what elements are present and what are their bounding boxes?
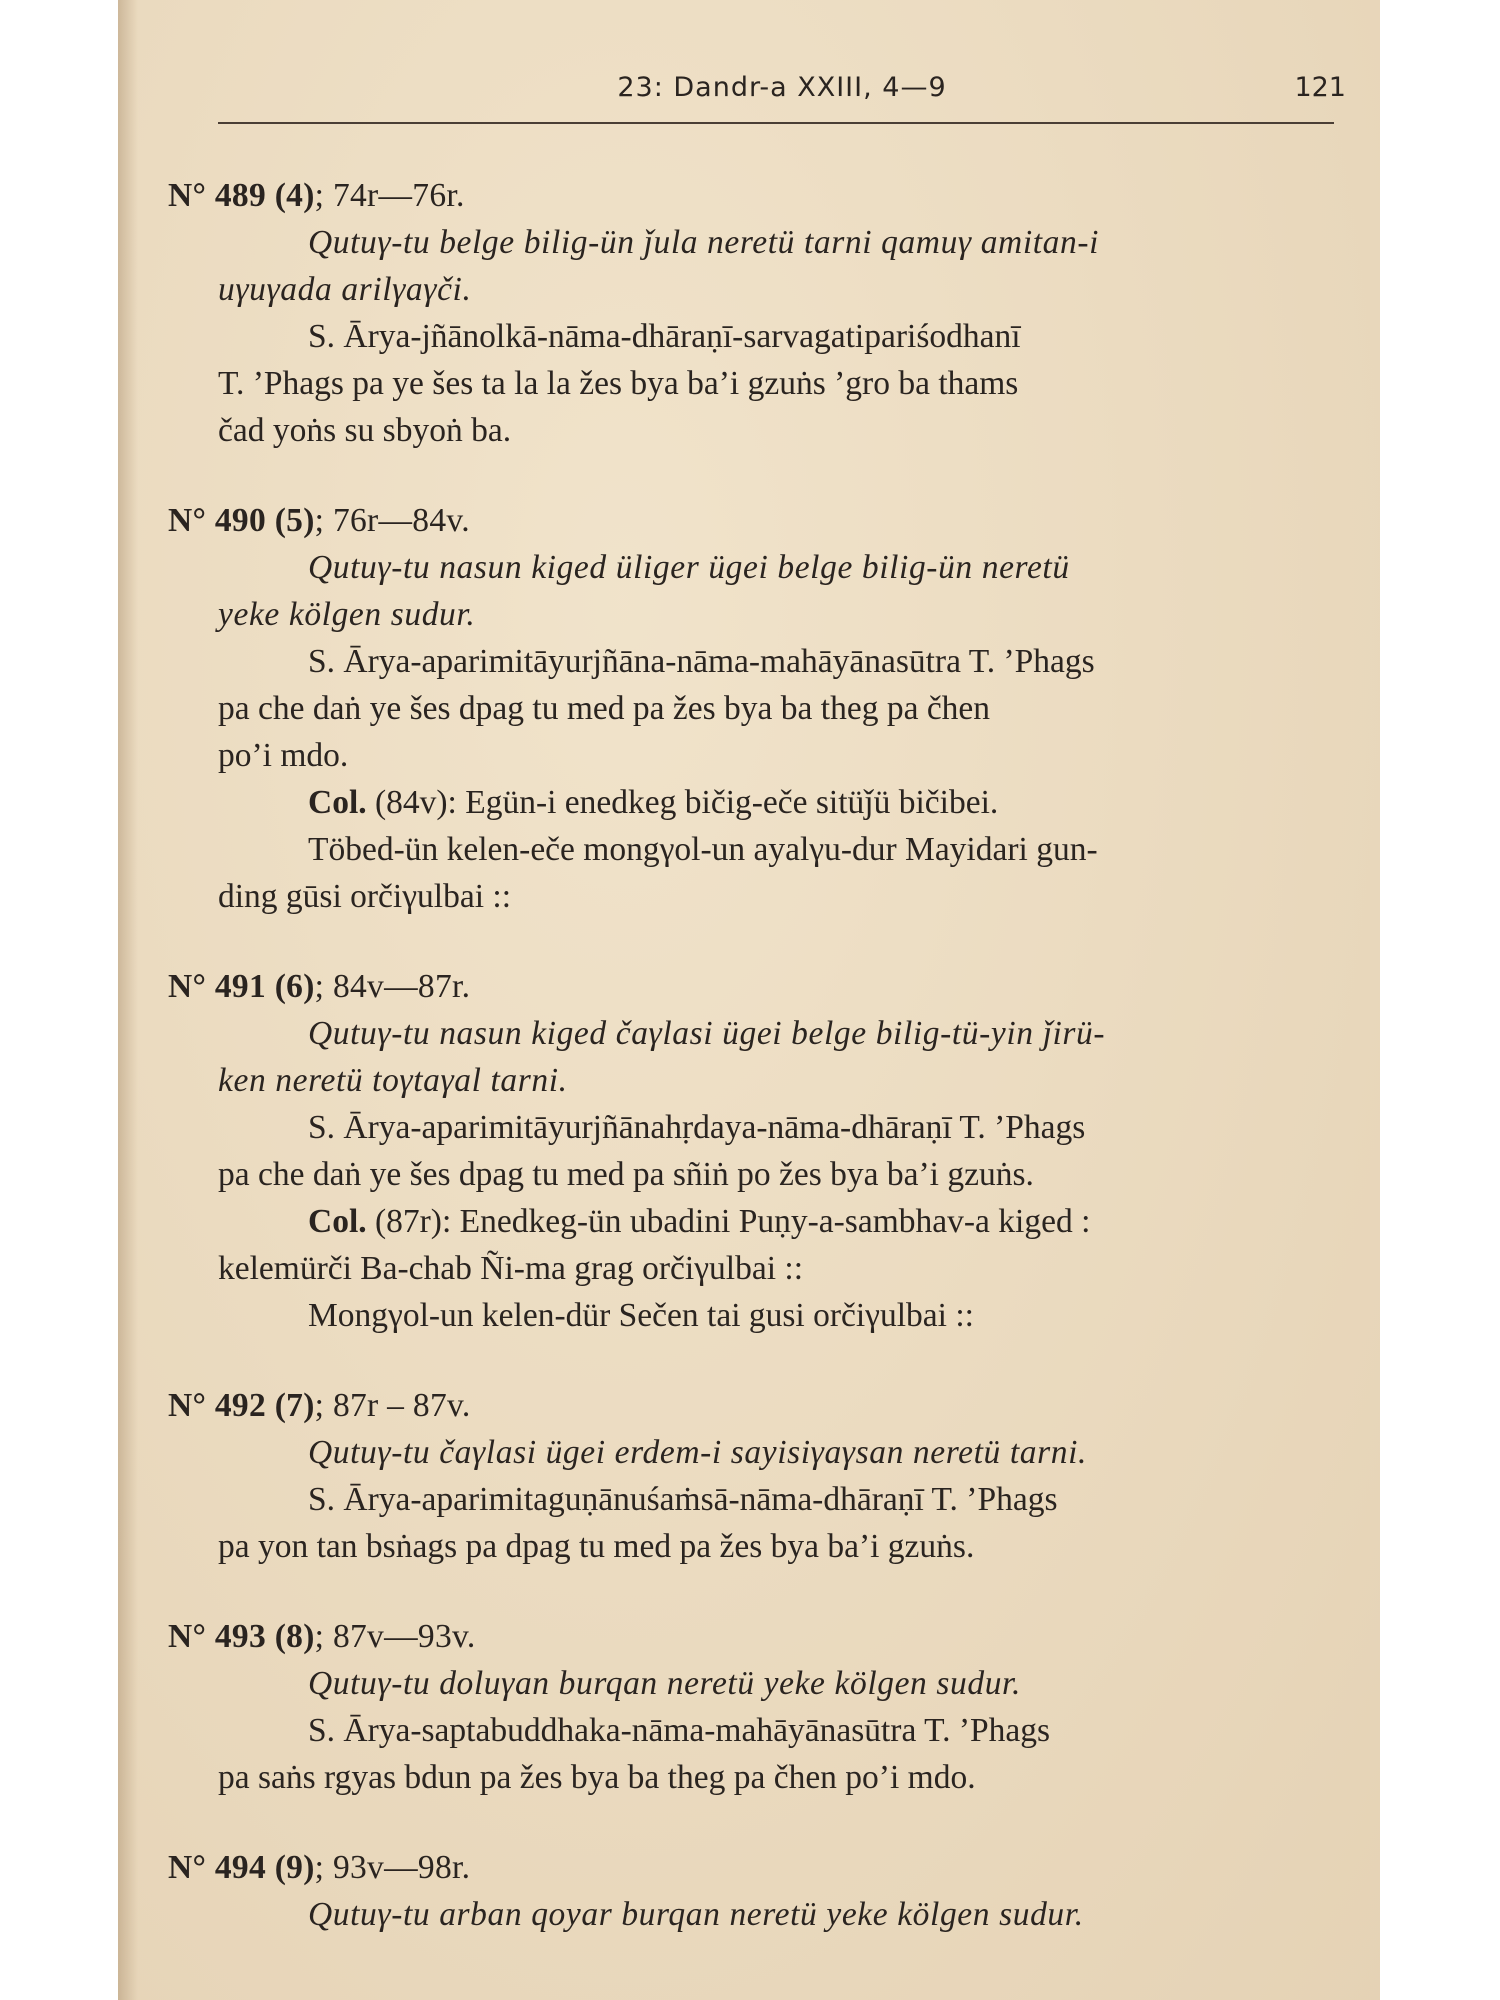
entry-heading [168, 172, 1338, 219]
colophon-line: ding gūsi orčiγulbai :: [218, 878, 512, 915]
catalog-entry-494 [168, 1844, 1338, 1938]
mongolian-title: Qutuγ-tu nasun kiged čaγlasi ügei belge bilig-tü-yin ǰirü- [308, 1015, 1106, 1052]
entry-index: (5) [274, 502, 315, 539]
entry-index: (4) [274, 177, 315, 214]
sanskrit-title: S. Ārya-aparimitaguṇānuśaṁsā-nāma-dhāraṇī T. ’Phags [308, 1481, 1058, 1518]
entry-heading [168, 497, 1338, 544]
book-page [118, 0, 1380, 2000]
colophon-line [168, 779, 1338, 826]
tibetan-title: T. ’Phags pa ye šes ta la la žes bya ba’i gzuṅs ’gro ba thams [218, 365, 1019, 402]
mongolian-title: Qutuγ-tu arban qoyar burqan neretü yeke kölgen sudur. [308, 1896, 1084, 1933]
entry-number: N° 490 [168, 502, 267, 539]
entry-folios: ; 93v—98r. [314, 1849, 471, 1886]
catalog-entry-493 [168, 1613, 1338, 1801]
entry-folios: ; 87r – 87v. [314, 1387, 471, 1424]
colophon-label: Col. [308, 784, 367, 821]
mongolian-title: Qutuγ-tu belge bilig-ün ǰula neretü tarni qamuγ amitan-i [308, 224, 1100, 261]
entry-folios: ; 87v—93v. [314, 1618, 476, 1655]
mongolian-title-cont: ken neretü toγtaγal tarni. [218, 1062, 568, 1099]
catalog-entry-490 [168, 497, 1338, 920]
page-gutter-shadow [118, 0, 138, 2000]
tibetan-title-cont: pa che daṅ ye šes dpag tu med pa žes bya ba theg pa čhen [218, 690, 991, 727]
tibetan-title-cont: pa yon tan bsṅags pa dpag tu med pa žes bya ba’i gzuṅs. [218, 1528, 975, 1565]
entry-heading [168, 1613, 1338, 1660]
tibetan-title-cont: pa che daṅ ye šes dpag tu med pa sñiṅ po žes bya ba’i gzuṅs. [218, 1156, 1034, 1193]
colophon-text: (87r): Enedkeg-ün ubadini Puṇy-a-sambhav-a kiged : [366, 1203, 1091, 1240]
colophon-line: kelemürči Ba-chab Ñi-ma grag orčiγulbai :: [218, 1250, 804, 1287]
mongolian-title: Qutuγ-tu nasun kiged üliger ügei belge bilig-ün neretü [308, 549, 1070, 586]
entry-folios: ; 74r—76r. [314, 177, 465, 214]
entry-index: (6) [274, 968, 315, 1005]
sanskrit-title: S. Ārya-aparimitāyurjñānahṛdaya-nāma-dhāraṇī T. ’Phags [308, 1109, 1086, 1146]
entry-heading [168, 1844, 1338, 1891]
page-number: 121 [1294, 72, 1346, 103]
colophon-text: (84v): Egün-i enedkeg bičig-eče sitüǰü bičibei. [366, 784, 999, 821]
entry-number: N° 489 [168, 177, 267, 214]
tibetan-title-cont: čad yoṅs su sbyoṅ ba. [218, 412, 512, 449]
catalog-entry-489 [168, 172, 1338, 454]
header-rule [218, 122, 1334, 124]
entry-index: (8) [274, 1618, 315, 1655]
mongolian-title-cont: uγuγada arilγaγči. [218, 271, 472, 308]
colophon-line: Mongγol-un kelen-dür Sečen tai gusi orčiγulbai :: [308, 1297, 974, 1334]
entry-number: N° 492 [168, 1387, 267, 1424]
catalog-entry-492 [168, 1382, 1338, 1570]
entry-number: N° 493 [168, 1618, 267, 1655]
colophon-label: Col. [308, 1203, 367, 1240]
entry-heading [168, 1382, 1338, 1429]
page-header [218, 72, 1346, 112]
entry-heading [168, 963, 1338, 1010]
sanskrit-title: S. Ārya-aparimitāyurjñāna-nāma-mahāyānasūtra T. ’Phags [308, 643, 1095, 680]
tibetan-title-cont: po’i mdo. [218, 737, 349, 774]
colophon-line: Töbed-ün kelen-eče mongγol-un ayalγu-dur Mayidari gun- [308, 831, 1098, 868]
entry-folios: ; 84v—87r. [314, 968, 471, 1005]
tibetan-title-cont: pa saṅs rgyas bdun pa žes bya ba theg pa čhen po’i mdo. [218, 1759, 976, 1796]
catalog-entry-491 [168, 963, 1338, 1339]
mongolian-title: Qutuγ-tu doluγan burqan neretü yeke kölgen sudur. [308, 1665, 1021, 1702]
entry-folios: ; 76r—84v. [314, 502, 470, 539]
entry-index: (7) [274, 1387, 315, 1424]
entry-index: (9) [274, 1849, 315, 1886]
entry-number: N° 491 [168, 968, 267, 1005]
sanskrit-title: S. Ārya-saptabuddhaka-nāma-mahāyānasūtra T. ’Phags [308, 1712, 1051, 1749]
mongolian-title-cont: yeke kölgen sudur. [218, 596, 476, 633]
sanskrit-title: S. Ārya-jñānolkā-nāma-dhāraṇī-sarvagatipariśodhanī [308, 318, 1021, 355]
mongolian-title: Qutuγ-tu čaγlasi ügei erdem-i sayisiγaγsan neretü tarni. [308, 1434, 1087, 1471]
running-head: 23: Dandr-a XXIII, 4—9 [617, 72, 947, 103]
catalog-content [168, 172, 1338, 1981]
colophon-line [168, 1198, 1338, 1245]
entry-number: N° 494 [168, 1849, 267, 1886]
